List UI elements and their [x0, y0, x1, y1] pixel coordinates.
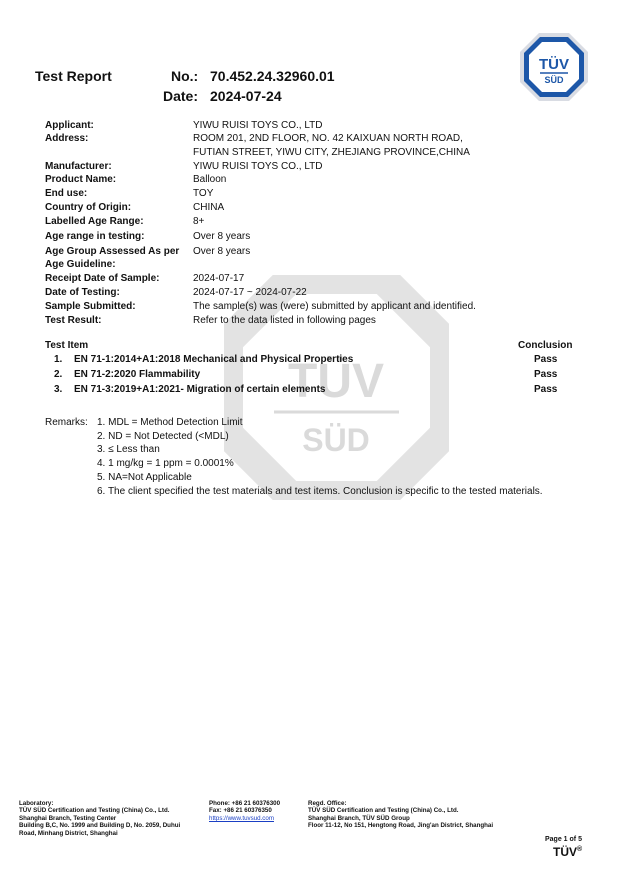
logo-text-top: TÜV — [539, 56, 569, 73]
regd-heading: Regd. Office: — [308, 800, 347, 807]
test-row-num: 2. — [54, 369, 63, 380]
field-label-age-testing: Age range in testing: — [45, 231, 145, 242]
remarks-label: Remarks: — [45, 417, 88, 428]
watermark-text-bottom: SÜD — [302, 422, 370, 458]
field-label-end-use: End use: — [45, 188, 88, 199]
test-row-item: EN 71-1:2014+A1:2018 Mechanical and Physical Properties — [74, 354, 354, 365]
report-date-label: Date: — [163, 88, 199, 104]
report-title: Test Report — [35, 68, 112, 84]
field-label-country: Country of Origin: — [45, 202, 132, 213]
tuv-sud-logo — [518, 31, 590, 103]
watermark-text-top: TÜV — [288, 355, 384, 408]
field-value-address-line2: FUTIAN STREET, YIWU CITY, ZHEJIANG PROVINCE,CHINA — [193, 147, 470, 158]
footer-regd-office — [308, 800, 528, 830]
test-item-header: Test Item — [45, 340, 89, 351]
logo-text-bottom: SÜD — [544, 75, 564, 85]
remark-item: 2. ND = Not Detected (<MDL) — [97, 431, 229, 442]
report-no-value: 70.452.24.32960.01 — [210, 68, 335, 84]
test-row-num: 1. — [54, 354, 63, 365]
lab-line: Building B,C, No. 1999 and Building D, No. 2059, Duhui — [19, 822, 181, 830]
field-label-testing-date: Date of Testing: — [45, 287, 120, 298]
test-row-item: EN 71-2:2020 Flammability — [74, 369, 201, 380]
field-label-sample-submitted: Sample Submitted: — [45, 301, 136, 312]
field-label-receipt-date: Receipt Date of Sample: — [45, 273, 160, 284]
field-value-age-testing: Over 8 years — [193, 231, 251, 242]
report-no-label: No.: — [171, 68, 199, 84]
field-value-testing-date: 2024-07-17 ~ 2024-07-22 — [193, 287, 307, 298]
lab-line: Shanghai Branch, Testing Center — [19, 814, 117, 822]
field-value-end-use: TOY — [193, 188, 214, 199]
lab-line: TÜV SÜD Certification and Testing (China) Co., Ltd. — [19, 807, 170, 815]
field-label-applicant: Applicant: — [45, 120, 94, 131]
field-value-applicant: YIWU RUISI TOYS CO., LTD — [193, 120, 323, 131]
test-row-result: Pass — [534, 354, 558, 365]
field-label-manufacturer: Manufacturer: — [45, 161, 112, 172]
lab-line: Road, Minhang District, Shanghai — [19, 829, 118, 837]
field-value-receipt-date: 2024-07-17 — [193, 273, 245, 284]
phone-text: Phone: +86 21 60376300 — [209, 800, 281, 807]
registered-mark: ® — [577, 846, 583, 853]
remark-item: 5. NA=Not Applicable — [97, 472, 192, 483]
field-label-product-name: Product Name: — [45, 174, 117, 185]
website-link[interactable]: https://www.tuvsud.com — [209, 814, 274, 822]
footer-laboratory — [19, 800, 209, 837]
test-row-item: EN 71-3:2019+A1:2021- Migration of certain elements — [74, 384, 326, 395]
field-value-manufacturer: YIWU RUISI TOYS CO., LTD — [193, 161, 323, 172]
remark-item: 3. ≤ Less than — [97, 444, 160, 455]
field-value-age-group: Over 8 years — [193, 246, 251, 257]
regd-line: Floor 11-12, No 151, Hengtong Road, Jing'an District, Shanghai — [308, 822, 494, 830]
field-value-country: CHINA — [193, 202, 225, 213]
test-row-num: 3. — [54, 384, 63, 395]
footer-brand — [553, 845, 582, 859]
field-label-labelled-age: Labelled Age Range: — [45, 216, 144, 227]
field-label-address: Address: — [45, 133, 89, 144]
field-value-labelled-age: 8+ — [193, 216, 205, 227]
page-number: Page 1 of 5 — [545, 836, 582, 843]
report-date-value: 2024-07-24 — [210, 88, 282, 104]
field-label-test-result: Test Result: — [45, 315, 102, 326]
footer-contact — [209, 800, 307, 822]
field-value-address-line1: ROOM 201, 2ND FLOOR, NO. 42 KAIXUAN NORTH ROAD, — [193, 133, 463, 144]
fax-text: Fax: +86 21 60376350 — [209, 807, 272, 815]
field-value-sample-submitted: The sample(s) was (were) submitted by applicant and identified. — [193, 301, 476, 312]
test-row-result: Pass — [534, 369, 558, 380]
remark-item: 4. 1 mg/kg = 1 ppm = 0.0001% — [97, 458, 234, 469]
field-value-test-result: Refer to the data listed in following pages — [193, 315, 376, 326]
remark-item: 1. MDL = Method Detection Limit — [97, 417, 243, 428]
remark-item: 6. The client specified the test materials and test items. Conclusion is specific to the tested materials. — [97, 486, 543, 497]
field-label-age-group: Age Group Assessed As per — [45, 246, 180, 257]
regd-line: Shanghai Branch, TÜV SÜD Group — [308, 814, 410, 822]
test-row-result: Pass — [534, 384, 558, 395]
footer-brand-text: TÜV — [553, 845, 577, 859]
regd-line: TÜV SÜD Certification and Testing (China) Co., Ltd. — [308, 807, 459, 815]
lab-heading: Laboratory: — [19, 800, 54, 807]
field-label-age-guideline: Age Guideline: — [45, 259, 116, 270]
conclusion-header: Conclusion — [518, 340, 573, 351]
field-value-product-name: Balloon — [193, 174, 227, 185]
